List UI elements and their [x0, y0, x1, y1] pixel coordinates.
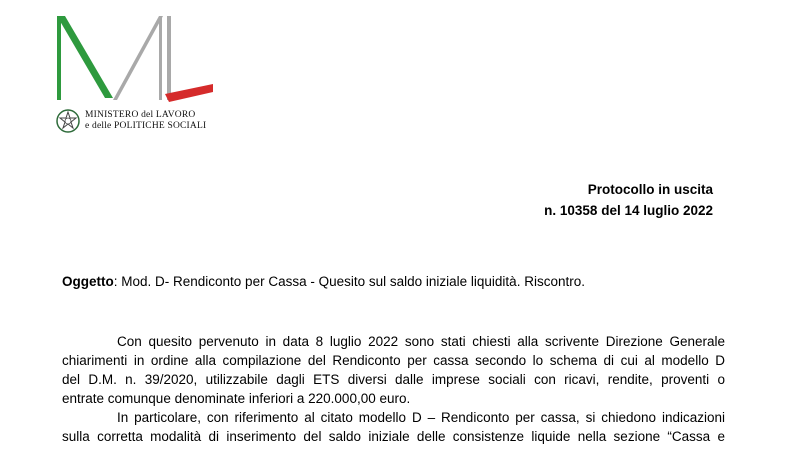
- ministry-line-2: e delle POLITICHE SOCIALI: [85, 121, 207, 131]
- ministry-header: [55, 104, 255, 140]
- italian-emblem-icon: [55, 106, 81, 136]
- paragraph-1-line: entrate comunque denominate inferiori a 220.000,00 euro.: [62, 391, 411, 406]
- paragraph-1-line: del D.M. n. 39/2020, utilizzabile dagli ETS diversi dalle imprese sociali con ricavi, rendite, proventi o: [62, 372, 725, 387]
- protocol-block: [544, 179, 713, 221]
- paragraph-2: [62, 408, 725, 446]
- logo-gray-stroke: [113, 16, 163, 100]
- paragraph-2-line: In particolare, con riferimento al citato modello D – Rendiconto per cassa, si chiedono indicazioni: [117, 410, 725, 425]
- letter-body: [62, 332, 725, 446]
- logo-gray-bar: [159, 16, 162, 100]
- logo-l-bar: [167, 16, 171, 100]
- logo-green-bar: [57, 16, 61, 100]
- paragraph-1: [62, 332, 725, 408]
- subject-label: Oggetto: [62, 274, 114, 289]
- subject-text: : Mod. D- Rendiconto per Cassa - Quesito sul saldo iniziale liquidità. Riscontro.: [113, 274, 585, 289]
- paragraph-2-line: sulla corretta modalità di inserimento del saldo iniziale delle consistenze liquide nella sezione “Cassa e: [62, 429, 725, 444]
- subject-line: [62, 273, 585, 291]
- ministry-logo: [55, 14, 215, 104]
- ministry-line-1: MINISTERO del LAVORO: [85, 110, 196, 120]
- protocol-label: Protocollo in uscita: [587, 182, 713, 197]
- paragraph-1-line: Con quesito pervenuto in data 8 luglio 2022 sono stati chiesti alla scrivente Direzione Generale: [117, 334, 725, 349]
- logo-red-foot: [165, 84, 213, 102]
- logo-green-stroke: [57, 16, 113, 98]
- paragraph-1-line: chiarimenti in ordine alla compilazione del Rendiconto per cassa secondo lo schema di cui al modello D: [62, 353, 725, 368]
- ministry-name: [85, 110, 206, 132]
- protocol-number: n. 10358 del 14 luglio 2022: [544, 203, 713, 218]
